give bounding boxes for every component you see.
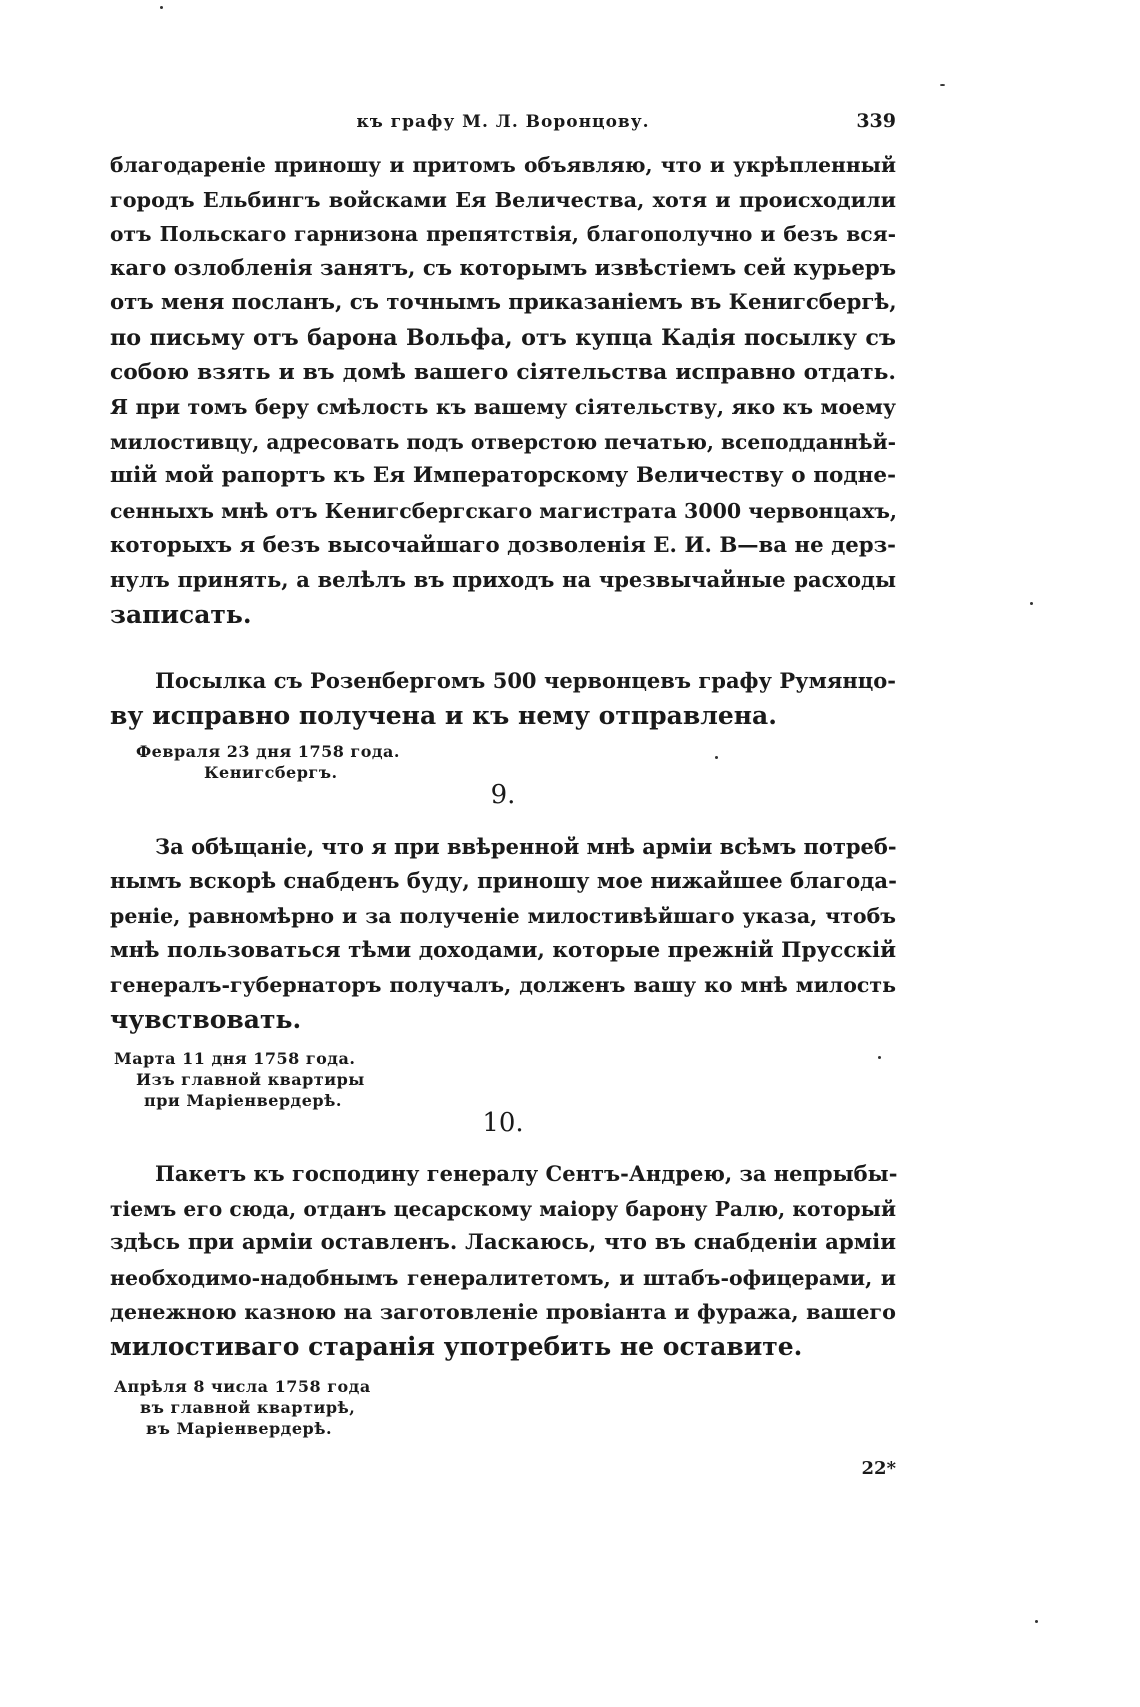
scan-speck	[1035, 1620, 1038, 1623]
text-line: милостиваго старанія употребить не оставите.	[110, 1331, 803, 1361]
text-line: по письму отъ барона Вольфа, отъ купца Кадія посылку съ	[110, 324, 896, 351]
text-line: шій мой рапортъ къ Ея Императорскому Величеству о подне-	[110, 463, 896, 489]
text-line: генералъ-губернаторъ получалъ, долженъ вашу ко мнѣ милость	[110, 973, 896, 998]
date-line: Февраля 23 дня 1758 года.	[136, 742, 400, 761]
letter-8-body	[110, 148, 896, 632]
text-line: необходимо-надобнымъ генералитетомъ, и штабъ-офицерами, и	[110, 1265, 896, 1290]
scan-speck	[715, 756, 718, 759]
place-line: въ главной квартирѣ,	[140, 1398, 356, 1417]
text-line: милостивцу, адресовать подъ отверстою печатью, всеподданнѣй-	[110, 429, 897, 454]
text-line: тіемъ его сюда, отданъ цесарскому маіору барону Ралю, который	[110, 1196, 896, 1221]
scan-speck	[878, 1056, 881, 1059]
text-line: мнѣ пользоваться тѣми доходами, которые прежній Прусскій	[110, 937, 897, 963]
place-line: Кенигсбергъ.	[204, 763, 338, 782]
page-number: 339	[856, 110, 896, 132]
letter-9-dateline	[114, 1048, 365, 1111]
letter-number: 10.	[482, 1108, 524, 1138]
text-line: ву исправно получена и къ нему отправлена.	[110, 700, 777, 730]
text-line: записать.	[110, 599, 252, 629]
letter-number: 9.	[490, 780, 516, 810]
text-line: За обѣщаніе, что я при ввѣренной мнѣ арміи всѣмъ потреб-	[155, 834, 897, 859]
date-line: Марта 11 дня 1758 года.	[114, 1049, 356, 1068]
text-line: сенныхъ мнѣ отъ Кенигсбергскаго магистрата 3000 червонцахъ,	[110, 498, 898, 523]
date-line: Апрѣля 8 числа 1758 года	[114, 1377, 371, 1396]
text-line: нулъ принять, а велѣлъ въ приходъ на чрезвычайные расходы	[110, 567, 896, 593]
scan-speck	[160, 6, 163, 9]
text-line: чувствовать.	[110, 1004, 302, 1034]
letter-10-body	[110, 1157, 896, 1365]
text-line: собою взять и въ домѣ вашего сіятельства исправно отдать.	[110, 359, 896, 385]
scan-speck	[940, 84, 945, 86]
letter-8-dateline	[136, 741, 400, 783]
text-line: городъ Ельбингъ войсками Ея Величества, хотя и происходили	[110, 187, 896, 212]
text-line: отъ меня посланъ, съ точнымъ приказаніемъ въ Кенигсбергѣ,	[110, 290, 897, 316]
text-line: реніе, равномѣрно и за полученіе милостивѣйшаго указа, чтобъ	[110, 904, 896, 929]
text-line: нымъ вскорѣ снабденъ буду, приношу мое нижайшее благода-	[110, 868, 897, 894]
text-line: благодареніе приношу и притомъ объявляю, что и укрѣпленный	[110, 153, 896, 177]
scan-speck	[1030, 602, 1033, 605]
place-line: при Маріенвердерѣ.	[144, 1091, 342, 1110]
text-line: отъ Польскаго гарнизона препятствія, благополучно и безъ вся-	[110, 222, 896, 247]
letter-10-dateline	[114, 1376, 371, 1439]
place-line: въ Маріенвердерѣ.	[146, 1419, 333, 1438]
text-line: которыхъ я безъ высочайшаго дозволенія Е. И. В—ва не дерз-	[110, 532, 896, 558]
text-line: денежною казною на заготовленіе провіанта и фуража, вашего	[110, 1300, 896, 1325]
text-line: каго озлобленія занятъ, съ которымъ извѣстіемъ сей курьеръ	[110, 255, 897, 281]
running-title: къ графу М. Л. Воронцову.	[356, 112, 650, 132]
letter-8-postscript	[110, 664, 896, 733]
text-line: Я при томъ беру смѣлость къ вашему сіятельству, яко къ моему	[110, 395, 896, 420]
signature-mark: 22*	[861, 1458, 896, 1479]
text-line: Посылка съ Розенбергомъ 500 червонцевъ графу Румянцо-	[155, 668, 896, 693]
text-line: здѣсь при арміи оставленъ. Ласкаюсь, что въ снабденіи арміи	[110, 1230, 896, 1256]
text-line: Пакетъ къ господину генералу Сентъ-Андрею, за непрыбы-	[155, 1161, 898, 1186]
letter-9-body	[110, 830, 896, 1038]
page-header	[110, 108, 896, 138]
place-line: Изъ главной квартиры	[136, 1070, 365, 1089]
